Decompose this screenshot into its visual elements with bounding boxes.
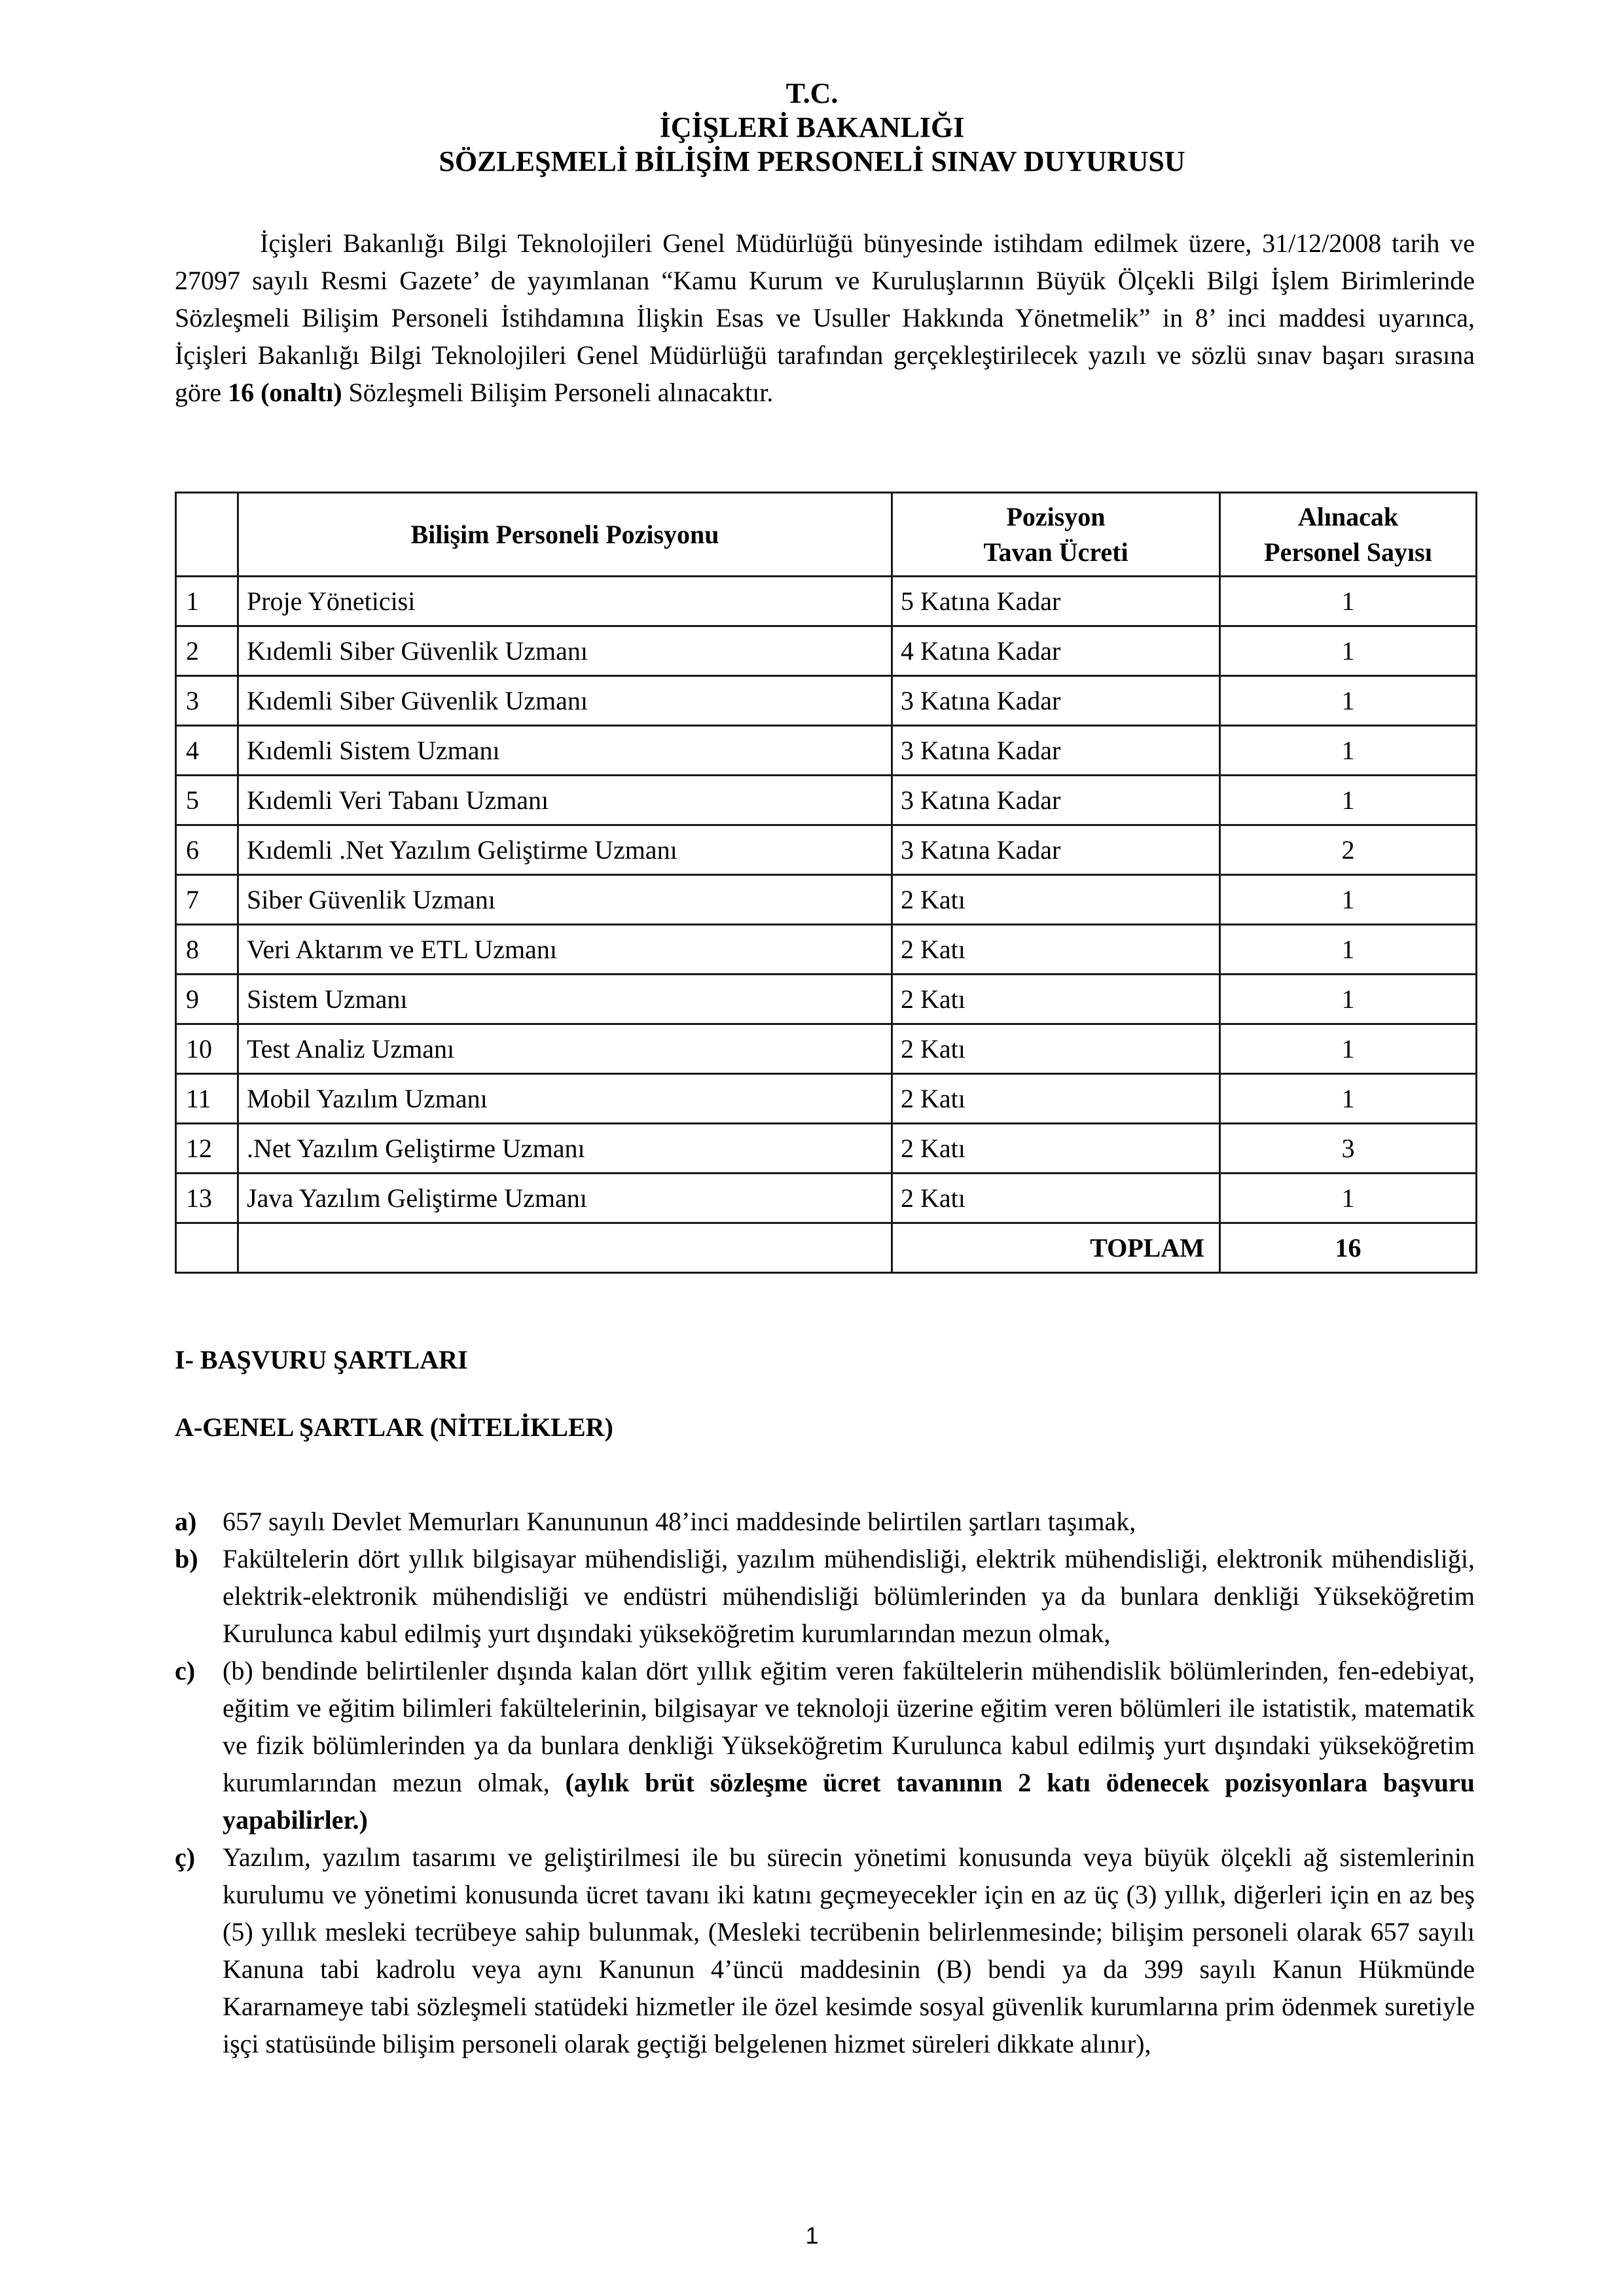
section-heading-general-requirements: A-GENEL ŞARTLAR (NİTELİKLER) (175, 1412, 613, 1442)
table-row (176, 1024, 1477, 1074)
table-row (176, 975, 1477, 1024)
total-empty-num (176, 1223, 238, 1273)
list-item-label: c) (175, 1656, 196, 1685)
row-position: Veri Aktarım ve ETL Uzmanı (238, 925, 892, 975)
row-count: 1 (1220, 1174, 1477, 1223)
row-position: Test Analiz Uzmanı (238, 1024, 892, 1074)
row-count: 1 (1220, 626, 1477, 676)
row-count: 1 (1220, 676, 1477, 726)
row-count: 1 (1220, 726, 1477, 776)
table-row (176, 825, 1477, 875)
row-salary: 5 Katına Kadar (892, 577, 1220, 626)
row-count: 1 (1220, 975, 1477, 1024)
table-row (176, 776, 1477, 825)
header-position: Bilişim Personeli Pozisyonu (238, 493, 892, 577)
intro-bold-count: 16 (onaltı) (228, 378, 342, 407)
header-count-line1: Alınacak (1297, 501, 1399, 531)
row-number: 5 (176, 776, 238, 825)
row-position: Kıdemli Veri Tabanı Uzmanı (238, 776, 892, 825)
row-salary: 2 Katı (892, 875, 1220, 925)
row-position: Mobil Yazılım Uzmanı (238, 1074, 892, 1124)
row-count: 1 (1220, 776, 1477, 825)
header-salary (892, 493, 1220, 577)
table-row (176, 1124, 1477, 1174)
row-salary: 2 Katı (892, 1124, 1220, 1174)
row-number: 8 (176, 925, 238, 975)
section-heading-application-requirements: I- BAŞVURU ŞARTLARI (175, 1345, 468, 1374)
row-salary: 2 Katı (892, 1074, 1220, 1124)
intro-text-end: Sözleşmeli Bilişim Personeli alınacaktır. (342, 378, 774, 407)
table-header-row (176, 493, 1477, 577)
row-salary: 3 Katına Kadar (892, 676, 1220, 726)
row-position: .Net Yazılım Geliştirme Uzmanı (238, 1124, 892, 1174)
row-position: Kıdemli Sistem Uzmanı (238, 726, 892, 776)
table-row (176, 1174, 1477, 1223)
header-count (1220, 493, 1477, 577)
header-tc: T.C. (785, 77, 839, 109)
table-row (176, 626, 1477, 676)
list-item (175, 1503, 1475, 1540)
table-row (176, 676, 1477, 726)
intro-paragraph (175, 224, 1475, 411)
row-number: 1 (176, 577, 238, 626)
row-salary: 2 Katı (892, 925, 1220, 975)
row-salary: 4 Katına Kadar (892, 626, 1220, 676)
row-count: 1 (1220, 577, 1477, 626)
total-value: 16 (1220, 1223, 1477, 1273)
row-number: 10 (176, 1024, 238, 1074)
row-salary: 2 Katı (892, 1024, 1220, 1074)
row-number: 2 (176, 626, 238, 676)
row-count: 1 (1220, 875, 1477, 925)
list-item-text: Yazılım, yazılım tasarımı ve geliştirilmesi ile bu sürecin yönetimi konusunda veya büyük ölçekli ağ sistemlerinin kurulumu ve yönetimi konusunda ücret tavanı iki katını geçmeyecekler için en az üç (3) yıllık, diğerleri için en az beş (5) yıllık mesleki tecrübeye sahip bulunmak, (Mesleki tecrübenin belirlenmesinde; bilişim personeli olarak 657 sayılı Kanuna tabi kadrolu veya aynı Kanunun 4’üncü maddesinin (B) bendi ya da 399 sayılı Kanun Hükmünde Kararnameye tabi sözleşmeli statüdeki hizmetler ile özel kesimde sosyal güvenlik kurumlarına prim ödenmek suretiyle işçi statüsünde bilişim personeli olarak geçtiği belgelenen hizmet süreleri dikkate alınır), (223, 1842, 1475, 2058)
table-total-row (176, 1223, 1477, 1273)
header-ministry: İÇİŞLERİ BAKANLIĞI (659, 111, 965, 143)
row-position: Kıdemli Siber Güvenlik Uzmanı (238, 626, 892, 676)
positions-table (175, 492, 1477, 1274)
header-count-line2: Personel Sayısı (1264, 537, 1432, 567)
table-row (176, 726, 1477, 776)
row-number: 9 (176, 975, 238, 1024)
row-salary: 3 Katına Kadar (892, 825, 1220, 875)
list-item-label: b) (175, 1544, 198, 1573)
list-item-text-wrap (223, 1652, 1475, 1839)
row-number: 13 (176, 1174, 238, 1223)
header-salary-line1: Pozisyon (1006, 501, 1106, 531)
total-label: TOPLAM (892, 1223, 1220, 1273)
row-salary: 2 Katı (892, 1174, 1220, 1223)
row-number: 12 (176, 1124, 238, 1174)
requirements-list (175, 1503, 1475, 2062)
row-count: 1 (1220, 925, 1477, 975)
row-count: 1 (1220, 1074, 1477, 1124)
row-number: 7 (176, 875, 238, 925)
list-item-text: 657 sayılı Devlet Memurları Kanununun 48’inci maddesinde belirtilen şartları taşımak, (223, 1507, 1136, 1536)
row-salary: 3 Katına Kadar (892, 776, 1220, 825)
row-count: 2 (1220, 825, 1477, 875)
row-position: Siber Güvenlik Uzmanı (238, 875, 892, 925)
list-item-text: Fakültelerin dört yıllık bilgisayar mühendisliği, yazılım mühendisliği, elektrik mühendisliği, elektronik mühendisliği, elektrik-elektronik mühendisliği ve endüstri mühendisliği bölümlerinden ya da bunlara denkliği Yükseköğretim Kurulunca kabul edilmiş yurt dışındaki yükseköğretim kurumlarından mezun olmak, (223, 1544, 1475, 1648)
document-title: SÖZLEŞMELİ BİLİŞİM PERSONELİ SINAV DUYURUSU (439, 145, 1185, 177)
row-number: 6 (176, 825, 238, 875)
list-item (175, 1839, 1475, 2062)
row-count: 3 (1220, 1124, 1477, 1174)
header-num (176, 493, 238, 577)
header-salary-line2: Tavan Ücreti (983, 537, 1128, 567)
list-item (175, 1540, 1475, 1652)
list-item (175, 1652, 1475, 1839)
list-item-bold-note: (aylık brüt sözleşme ücret tavanının 2 katı ödenecek pozisyonlara başvuru yapabilirler.) (223, 1768, 1475, 1835)
table-row (176, 925, 1477, 975)
list-item-text: (b) bendinde belirtilenler dışında kalan dört yıllık eğitim veren fakültelerin mühendislik bölümlerinden, fen-edebiyat, eğitim ve eğitim bilimleri fakültelerinin, bilgisayar ve teknoloji üzerine eğitim veren bölümleri ile istatistik, matematik ve fizik bölümlerinden ya da bunlara denkliği Yükseköğretim Kurulunca kabul edilmiş yurt dışındaki yükseköğretim kurumlarından mezun olmak, (223, 1656, 1475, 1797)
table-row (176, 577, 1477, 626)
intro-text: İçişleri Bakanlığı Bilgi Teknolojileri Genel Müdürlüğü bünyesinde istihdam edilmek üzere, 31/12/2008 tarih ve 27097 sayılı Resmi Gazete’ de yayımlanan “Kamu Kurum ve Kuruluşlarının Büyük Ölçekli Bilgi İşlem Birimlerinde Sözleşmeli Bilişim Personeli İstihdamına İlişkin Esas ve Usuller Hakkında Yönetmelik” in 8’ inci maddesi uyarınca, İçişleri Bakanlığı Bilgi Teknolojileri Genel Müdürlüğü tarafından gerçekleştirilecek yazılı ve sözlü sınav başarı sırasına göre (175, 228, 1475, 407)
row-number: 11 (176, 1074, 238, 1124)
row-position: Proje Yöneticisi (238, 577, 892, 626)
row-position: Kıdemli Siber Güvenlik Uzmanı (238, 676, 892, 726)
row-position: Sistem Uzmanı (238, 975, 892, 1024)
table-row (176, 1074, 1477, 1124)
row-number: 3 (176, 676, 238, 726)
row-number: 4 (176, 726, 238, 776)
page-number: 1 (805, 2222, 819, 2249)
row-count: 1 (1220, 1024, 1477, 1074)
row-position: Java Yazılım Geliştirme Uzmanı (238, 1174, 892, 1223)
list-item-label: a) (175, 1507, 197, 1536)
row-position: Kıdemli .Net Yazılım Geliştirme Uzmanı (238, 825, 892, 875)
table-row (176, 875, 1477, 925)
row-salary: 3 Katına Kadar (892, 726, 1220, 776)
row-salary: 2 Katı (892, 975, 1220, 1024)
total-empty-position (238, 1223, 892, 1273)
list-item-label: ç) (175, 1842, 196, 1872)
